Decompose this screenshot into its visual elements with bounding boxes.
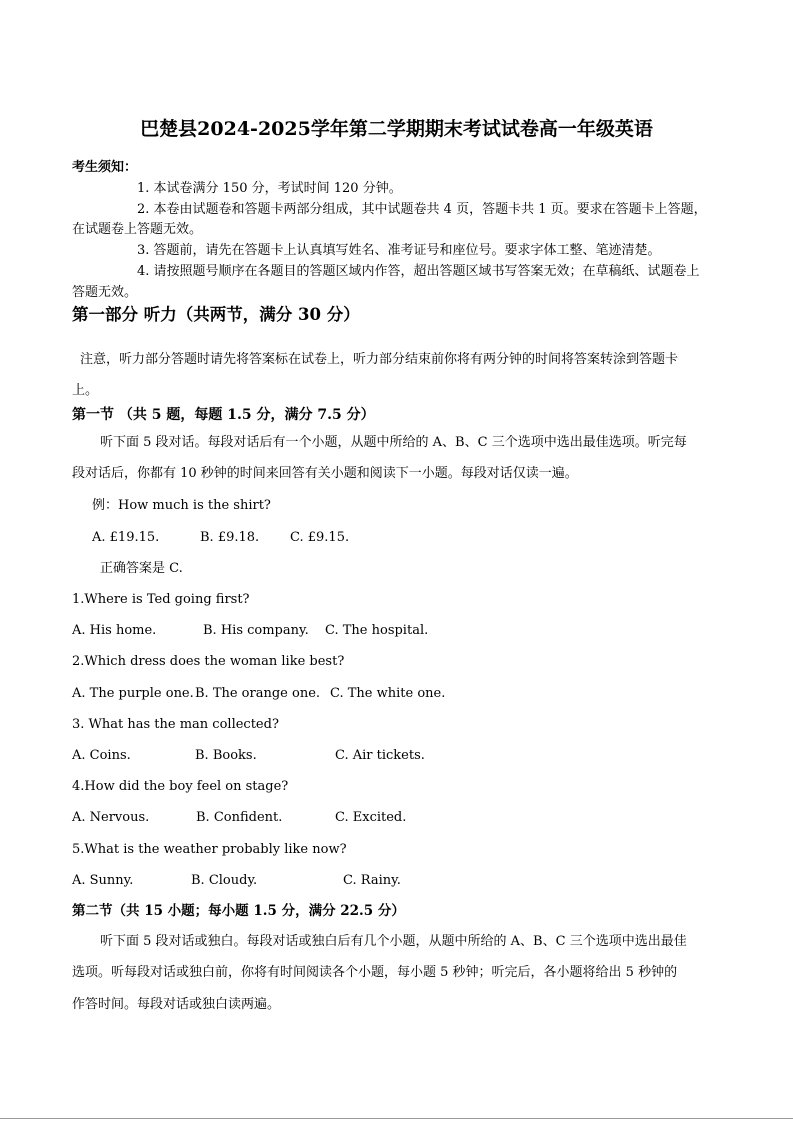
section2-instr-line3: 作答时间。每段对话或独白读两遍。: [72, 997, 281, 1012]
part1-heading: 第一部分 听力（共两节，满分 30 分）: [72, 305, 360, 324]
q3-option-c: C. Air tickets.: [335, 748, 425, 763]
notice-item-3: 3. 答题前，请先在答题卡上认真填写姓名、准考证号和座位号。要求字体工整、笔迹清楚。: [137, 243, 661, 258]
q4-option-c: C. Excited.: [335, 810, 407, 825]
notice-item-4-cont: 答题无效。: [72, 285, 138, 300]
q3-option-b: B. Books.: [195, 748, 257, 763]
section1-instr-line1: 听下面 5 段对话。每段对话后有一个小题，从题中所给的 A、B、C 三个选项中选出最佳选项。听完每: [100, 435, 687, 450]
example-option-c: C. £9.15.: [290, 530, 350, 545]
question-4: 4.How did the boy feel on stage?: [72, 779, 289, 794]
q2-option-a: A. The purple one.: [72, 686, 194, 701]
section1-heading: 第一节 （共 5 题，每题 1.5 分，满分 7.5 分）: [72, 407, 375, 423]
notice-item-1: 1. 本试卷满分 150 分，考试时间 120 分钟。: [137, 181, 402, 196]
question-2: 2.Which dress does the woman like best?: [72, 654, 345, 669]
q4-option-a: A. Nervous.: [72, 810, 150, 825]
page-bottom-rule: [0, 1118, 793, 1119]
example-option-a: A. £19.15.: [92, 530, 160, 545]
notice-item-4: 4. 请按照题号顺序在各题目的答题区域内作答，超出答题区域书写答案无效；在草稿纸、试题卷上: [137, 264, 700, 279]
q1-option-b: B. His company.: [203, 623, 309, 638]
question-5: 5.What is the weather probably like now?: [72, 842, 347, 857]
question-3: 3. What has the man collected?: [72, 717, 279, 732]
q1-option-c: C. The hospital.: [325, 623, 429, 638]
q2-option-b: B. The orange one.: [195, 686, 321, 701]
q5-option-c: C. Rainy.: [343, 873, 401, 888]
question-1: 1.Where is Ted going first?: [72, 592, 250, 607]
notice-item-2: 2. 本卷由试题卷和答题卡两部分组成，其中试题卷共 4 页，答题卡共 1 页。要求在答题卡上答题，: [137, 202, 707, 217]
q5-option-a: A. Sunny.: [72, 873, 134, 888]
example-answer: 正确答案是 C.: [100, 561, 183, 576]
q2-option-c: C. The white one.: [330, 686, 446, 701]
q5-option-b: B. Cloudy.: [191, 873, 258, 888]
part1-note-line2: 上。: [72, 383, 99, 398]
example-option-b: B. £9.18.: [200, 530, 260, 545]
example-question: 例：How much is the shirt?: [92, 498, 271, 513]
section1-instr-line2: 段对话后，你都有 10 秒钟的时间来回答有关小题和阅读下一小题。每段对话仅读一遍。: [72, 466, 578, 481]
part1-note-line1: 注意，听力部分答题时请先将答案标在试卷上，听力部分结束前你将有两分钟的时间将答案转涂到答题卡: [80, 352, 679, 367]
section2-instr-line1: 听下面 5 段对话或独白。每段对话或独白后有几个小题，从题中所给的 A、B、C 三个选项中选出最佳: [100, 934, 687, 949]
q1-option-a: A. His home.: [72, 623, 157, 638]
page-title: 巴楚县2024-2025学年第二学期期末考试试卷高一年级英语: [140, 118, 653, 140]
notice-item-2-cont: 在试题卷上答题无效。: [72, 222, 203, 237]
notice-heading: 考生须知：: [72, 160, 138, 175]
q4-option-b: B. Confident.: [196, 810, 283, 825]
section2-instr-line2: 选项。听每段对话或独白前，你将有时间阅读各个小题，每小题 5 秒钟；听完后，各小题将给出 5 秒钟的: [72, 965, 678, 980]
section2-heading: 第二节（共 15 小题；每小题 1.5 分，满分 22.5 分）: [72, 903, 405, 919]
q3-option-a: A. Coins.: [72, 748, 131, 763]
